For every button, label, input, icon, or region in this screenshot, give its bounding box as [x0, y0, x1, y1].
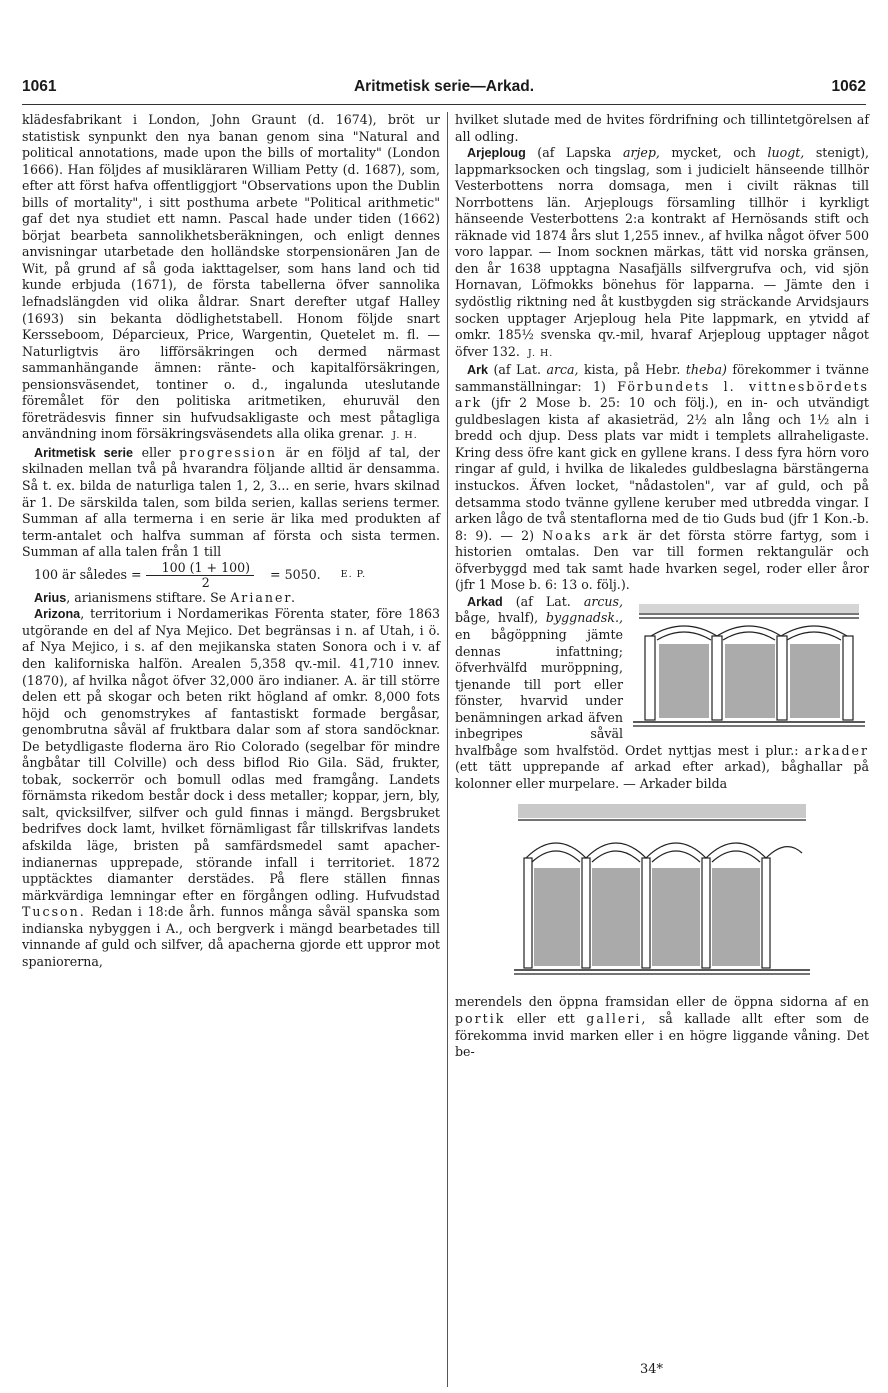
arcade-illustration-2-icon	[512, 798, 812, 988]
entry-arius: Arius, arianismens stiftare. Se Arianer.	[34, 589, 298, 605]
entry-continuation: klädesfabrikant i London, John Graunt (d. 1674), bröt ur statistisk synpunkt den nya banan genom sina "Natural and political annotations, made upon the bills of mortality" (London 1666). Han följdes af musikläraren William Petty (d. 1687), som, efter att först hafva offentliggjort "Observations upon the Dublin bills of mortality", i sitt posthuma arbete "Political arithmetic" gaf det nya studiet ett namn. Pascal hade under tiden (1662) börjat bearbeta sannolikhetsberäkningen, och enligt dennes anvisningar utarbetade den holländske storpensionären Jan de Wit, på grund af så goda iakttagelser, som hans land och tid kunde erbjuda (1671), de första tabellerna öfver sannolika lefnadslängden vid olika åldrar. Snart derefter utgaf Halley (1693) sin bekanta dödlighetstabell. Honom följde snart Kersseboom, Déparcieux, Price, Wargentin, Quetelet m. fl. — Naturligtvis äro lifförsäkringen och dermed närmast sammanhängande ämnen: ränte- och kapitalförsäkringen, pensionsväsendet, tontiner o. d., ingalunda uteslutande föremålet för den politiska aritmetiken, ehuruväl den företrädesvis finner sin hufvudsakligaste och mest påtagliga användning inom försäkringsväsendets alla olika grenar. J. H.	[22, 112, 440, 442]
page-header	[22, 78, 866, 104]
entry-arkad: Arkad (af Lat. arcus, båge, hvalf), byggnadsk., en bågöppning jämte dennas infattning; öfverhvälfd muröppning, tjenande till port eller fönster, hvarvid under benämningen arkad äfven inbegripes såväl hvalfbåge som hvalfstöd. Ordet nyttjas mest i plur.: arkader (ett tätt upprepande af arkad efter arkad), båghallar på kolonner eller murpelare. — Arkader bilda	[455, 593, 869, 791]
headword: Arkad	[467, 594, 503, 609]
page-number-left: 1061	[22, 78, 57, 95]
header-rule	[22, 104, 866, 105]
headword: Arjeploug	[467, 146, 526, 161]
signature-mark: 34*	[640, 1362, 664, 1377]
sum-formula: 100 är således = $\frac{100 (1 + 100)}{2}$ = 5050. E. P.	[34, 559, 367, 590]
headword: Arius	[34, 590, 67, 605]
left-column	[22, 112, 440, 970]
column-divider	[447, 112, 448, 1387]
headword: Ark	[467, 363, 488, 378]
entry-arkad-wrap	[455, 594, 869, 793]
entry-aritmetisk-serie: Aritmetisk serie eller progression är en följd af tal, der skilnaden mellan två på hvarandra följande alltid är densamma. Så t. ex. bilda de naturliga talen 1, 2, 3... en serie, hvars skilnad är 1. De särskilda talen, som bilda serien, kallas seriens termer. Summan af alla termerna i en serie är lika med produkten af term-antalet och halfva summan af första och sista termen. Summan af alla talen från 1 till	[22, 444, 440, 560]
running-title: Aritmetisk serie—Arkad.	[353, 78, 535, 95]
author-signature: J. H.	[392, 430, 418, 442]
entry-ark: Ark (af Lat. arca, kista, på Hebr. theba) förekommer i tvänne sammanställningar: 1) Förbundets l. vittnesbördets ark (jfr 2 Mose b. 25: 10 och följ.), en in- och utvändigt guldbeslagen kista af akasieträd, 2½ aln lång och 1½ aln i bredd och djup. Dess plats var midt i templets allraheligaste. Kring dess öfre kant gick en gyllene krans. I dess fyra hörn voro ringar af guld, i hvilka de likaledes guldbeslagna bärstängerna instuckos. Äfven locket, "nådastolen", var af guld, och på detsamma stodo tvänne gyllene keruber med utbredda vingar. I arken lågo de två stentaflorna med de tio Guds bud (jfr 1 Kon.-b. 8: 9). — 2) Noaks ark är det första större fartyg, som i historien omtalas. Den var till formen rektangulär och öfverbyggd med tak samt hade hvarken segel, roder eller åror (jfr 1 Mose b. 6: 13 o. följ.).	[455, 362, 870, 593]
entry-arkad-continued: merendels den öppna framsidan eller de öppna sidorna af en portik eller ett galleri, så kallade allt efter som de förekomma invid marken eller i en högre liggande våning. Det be-	[455, 994, 869, 1060]
fraction: $\frac{100 (1 + 100)}{2}$	[146, 561, 254, 590]
page-number-right: 1062	[831, 78, 866, 95]
entry-arizona: Arizona, territorium i Nordamerikas Förenta stater, före 1863 utgörande en del af Nya Mejico. Det begränsas i n. af Utah, i ö. af Nya Mejico, i s. af den mejikanska staten Sonora och i v. af den kaliforniska halfön. Arealen 5,358 qv.-mil. 41,710 innev. (1870), af hvilka något öfver 32,000 äro indianer. A. är till större delen ett på skogar och beten rikt högland af omkr. 8,000 fots höjd och genomstrykes af fantastiskt formade bergåsar, genombrutna såväl af fruktbara dalar som af stora sandöcknar. De betydligaste floderna äro Rio Colorado (segelbar för mindre ångbåtar till Colville) och dess biflod Rio Gila. Säd, frukter, tobak, sockerrör och bomull odlas med framgång. Landets förnämsta rikedom består dock i dess metaller; koppar, jern, bly, salt, qvicksilfver, silfver och guld finnas i mängd. Bergsbruket bedrifves dock lamt, hvilket förnämligast får tillskrifvas landets afskilda läge, bristen på samfärdsmedel samt apacher-indianernas upprepade, störande infall i territoriet. 1872 upptäcktes diamanter derstädes. På flere ställen finnas märkvärdiga lemningar efter en förgången odling. Hufvudstad Tucson. Redan i 18:de årh. funnos många såväl spanska som indianska nybyggen i A., och bergverk i mängd bearbetades till vinnande af guld och silfver, då apacherna gjorde ett uppror mot spaniorerna,	[22, 606, 440, 969]
entry-arjeploug: Arjeploug (af Lapska arjep, mycket, och luogt, stenigt), lappmarksocken och tingslag, som i judicielt hänseende tillhör Vesterbottens norra domsaga, men i civilt räknas till Norrbottens län. Arjeplougs församling tillhör i kyrkligt hänseende Vesterbottens 2:a kontrakt af Hernösands stift och räknade vid 1874 års slut 1,255 innev., af hvilka något öfver 500 voro lappar. — Inom socknen märkas, tätt vid norska gränsen, den år 1638 upptagna Nasafjälls silfvergrufva och, vid sjön Hornavan, Löfmokks bönehus för lapparna. — Jämte den i sydöstlig riktning ned åt kustbygden sig sträckande Arvidsjaurs socken upptager Arjeploug hela Pite lappmark, en ytvidd af omkr. 185½ svenska qv.-mil, hvaraf Arjeploug upptager något öfver 132. J. H.	[455, 145, 869, 359]
right-column	[455, 112, 869, 1061]
author-signature: E. P.	[340, 568, 367, 580]
headword: Aritmetisk serie	[34, 445, 134, 460]
headword: Arizona	[34, 607, 81, 622]
entry-continuation: hvilket slutade med de hvites fördrifning och tillintetgörelsen af all odling.	[455, 112, 869, 144]
author-signature: J. H.	[527, 347, 554, 359]
arcade-illustration-1-icon	[629, 596, 869, 734]
